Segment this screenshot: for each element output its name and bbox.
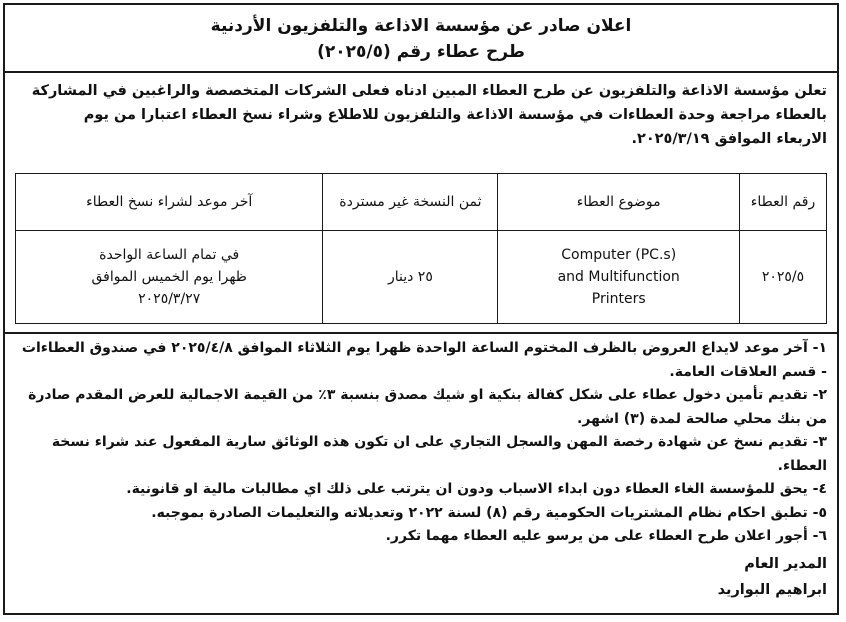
intro-line: بالعطاء مراجعة وحدة العطاءات في مؤسسة الاذاعة والتلفزيون للاطلاع وشراء نسخ العطاء اعتبارا من يوم — [83, 107, 827, 123]
term-item: ٤- يحق للمؤسسة الغاء العطاء دون ابداء الاسباب ودون ان يترتب على ذلك اي مطالبات مالية او قانونية. — [126, 481, 827, 497]
signature-block — [718, 551, 827, 603]
tender-number-title: طرح عطاء رقم (٢٠٢٥/٥) — [317, 42, 525, 62]
intro-line: تعلن مؤسسة الاذاعة والتلفزيون عن طرح العطاء المبين ادناه فعلى الشركات المتخصصة والراغبين في المشاركة — [31, 83, 827, 99]
tender-announcement — [3, 3, 839, 615]
table-row — [16, 231, 827, 324]
subject-line: and Multifunction — [557, 269, 680, 285]
announcement-title: اعلان صادر عن مؤسسة الاذاعة والتلفزيون الأردنية — [210, 16, 632, 36]
header-copy-price: ثمن النسخة غير مستردة — [323, 174, 498, 231]
deadline-line: ٢٠٢٥/٣/٢٧ — [138, 291, 201, 307]
term-item: ٥- تطبق احكام نظام المشتريات الحكومية رقم (٨) لسنة ٢٠٢٢ وتعديلاته والتعليمات الصادرة بموجبه. — [151, 504, 827, 521]
cell-tender-subject — [498, 231, 740, 324]
signatory-name: ابراهيم البواريد — [717, 582, 827, 598]
header-tender-number: رقم العطاء — [739, 174, 826, 231]
table-header-row — [16, 174, 827, 231]
deadline-line: ظهرا يوم الخميس الموافق — [91, 269, 247, 285]
term-item: ٢- تقديم تأمين دخول عطاء على شكل كفالة بنكية او شيك مصدق بنسبة ٣٪ من القيمة الاجمالية للعرض المقدم صادرة من بنك محلي صالحة لمدة (٣) اشهر. — [28, 387, 827, 427]
header-purchase-deadline: آخر موعد لشراء نسخ العطاء — [16, 174, 323, 231]
header-tender-subject: موضوع العطاء — [498, 174, 740, 231]
header — [5, 5, 837, 65]
deadline-line: في تمام الساعة الواحدة — [99, 247, 240, 263]
cell-tender-number: ٢٠٢٥/٥ — [739, 231, 826, 324]
cell-purchase-deadline — [16, 231, 323, 324]
term-item: ٦- أجور اعلان طرح العطاء على من يرسو عليه العطاء مهما تكرر. — [385, 528, 827, 544]
subject-line: Computer (PC.s) — [561, 247, 677, 263]
term-item: ١- آخر موعد لايداع العروض بالظرف المختوم الساعة الواحدة ظهرا يوم الثلاثاء الموافق ٢٠٢٥/٤/٨ في صندوق العطاءات - قسم العلاقات العامة. — [21, 340, 827, 380]
term-item: ٣- تقديم نسخ عن شهادة رخصة المهن والسجل التجاري على ان تكون هذه الوثائق سارية المفعول عند شراء نسخة العطاء. — [51, 434, 827, 474]
cell-copy-price: ٢٥ دينار — [323, 231, 498, 324]
intro-line: الاربعاء الموافق ٢٠٢٥/٣/١٩. — [631, 131, 827, 147]
terms-list — [5, 332, 837, 549]
subject-line: Printers — [591, 291, 646, 307]
signatory-position: المدير العام — [744, 556, 827, 572]
tender-table — [15, 173, 827, 324]
intro-paragraph — [5, 73, 837, 151]
